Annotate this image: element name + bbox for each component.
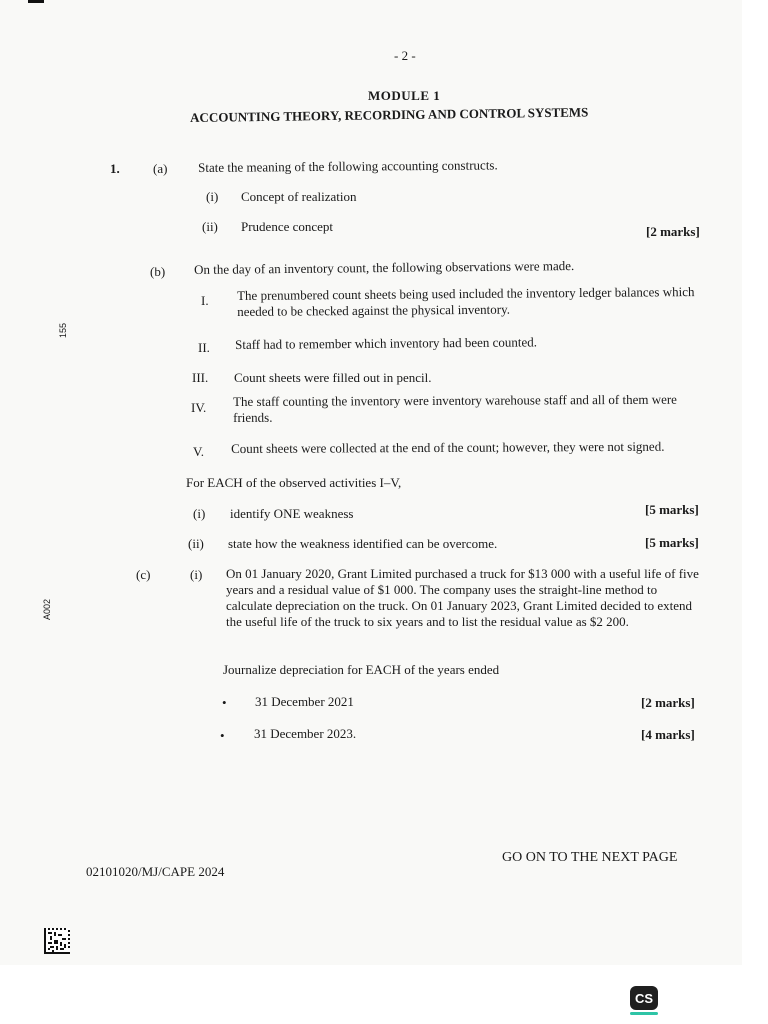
module-title: ACCOUNTING THEORY, RECORDING AND CONTROL SYSTEMS bbox=[190, 104, 589, 125]
task-label: (i) bbox=[193, 506, 206, 521]
module-heading: MODULE 1 bbox=[368, 88, 441, 103]
paper-code: 02101020/MJ/CAPE 2024 bbox=[86, 864, 225, 879]
marks-label: [2 marks] bbox=[641, 695, 695, 710]
observation-text: Count sheets were filled out in pencil. bbox=[234, 370, 432, 385]
marks-label: [4 marks] bbox=[641, 727, 695, 742]
bullet-icon: • bbox=[220, 728, 225, 743]
page-number: - 2 - bbox=[394, 48, 416, 63]
part-a-label: (a) bbox=[153, 161, 168, 176]
observation-label: III. bbox=[192, 370, 209, 385]
part-b-instruction: For EACH of the observed activities I–V, bbox=[186, 475, 402, 490]
camscanner-underline bbox=[630, 1012, 658, 1015]
observation-text: Staff had to remember which inventory had been counted. bbox=[235, 334, 538, 352]
part-a-item-text: Concept of realization bbox=[241, 189, 357, 204]
part-a-item-label: (ii) bbox=[202, 219, 218, 234]
task-label: (ii) bbox=[188, 536, 204, 551]
datamatrix-code-icon bbox=[44, 928, 70, 954]
marks-label: [5 marks] bbox=[645, 535, 699, 550]
part-c-label: (c) bbox=[136, 567, 151, 582]
part-a-item-text: Prudence concept bbox=[241, 219, 334, 234]
observation-text: Count sheets were collected at the end of the count; however, they were not signed. bbox=[231, 438, 665, 456]
bullet-text: 31 December 2023. bbox=[254, 726, 357, 741]
camscanner-logo: CS bbox=[630, 986, 658, 1010]
part-b-prompt: On the day of an inventory count, the following observations were made. bbox=[194, 258, 575, 277]
part-c-instruction: Journalize depreciation for EACH of the years ended bbox=[223, 662, 500, 677]
question-number: 1. bbox=[110, 161, 120, 176]
side-label-bottom: A002 bbox=[42, 598, 52, 620]
next-page-notice: GO ON TO THE NEXT PAGE bbox=[502, 850, 678, 865]
observation-label: II. bbox=[198, 340, 210, 355]
observation-label: I. bbox=[201, 293, 209, 308]
marks-label: [5 marks] bbox=[645, 502, 699, 517]
marks-label: [2 marks] bbox=[646, 224, 700, 239]
part-a-item-label: (i) bbox=[206, 189, 219, 204]
observation-text: The prenumbered count sheets being used included the inventory ledger balances which needed to be checked against the physical inventory. bbox=[237, 284, 695, 319]
task-text: state how the weakness identified can be overcome. bbox=[228, 536, 498, 551]
part-b-label: (b) bbox=[150, 264, 166, 279]
scan-edge-mark bbox=[28, 0, 44, 3]
observation-text: The staff counting the inventory were inventory warehouse staff and all of them were friends. bbox=[233, 391, 677, 425]
observation-label: IV. bbox=[191, 400, 207, 415]
bullet-text: 31 December 2021 bbox=[255, 694, 354, 709]
part-c-text: On 01 January 2020, Grant Limited purchased a truck for $13 000 with a useful life of five years and a residual value of $1 000. The company uses the straight-line method to calculate depreciation on the truck. On 01 January 2023, Grant Limited decided to extend the useful life of the truck to six years and to list the residual value as $2 200. bbox=[226, 566, 699, 629]
task-text: identify ONE weakness bbox=[230, 506, 354, 521]
bullet-icon: • bbox=[222, 695, 227, 710]
side-label-top: 155 bbox=[58, 322, 68, 338]
part-a-prompt: State the meaning of the following accounting constructs. bbox=[198, 157, 498, 175]
observation-label: V. bbox=[193, 444, 204, 459]
part-c-sub-label: (i) bbox=[190, 567, 203, 582]
